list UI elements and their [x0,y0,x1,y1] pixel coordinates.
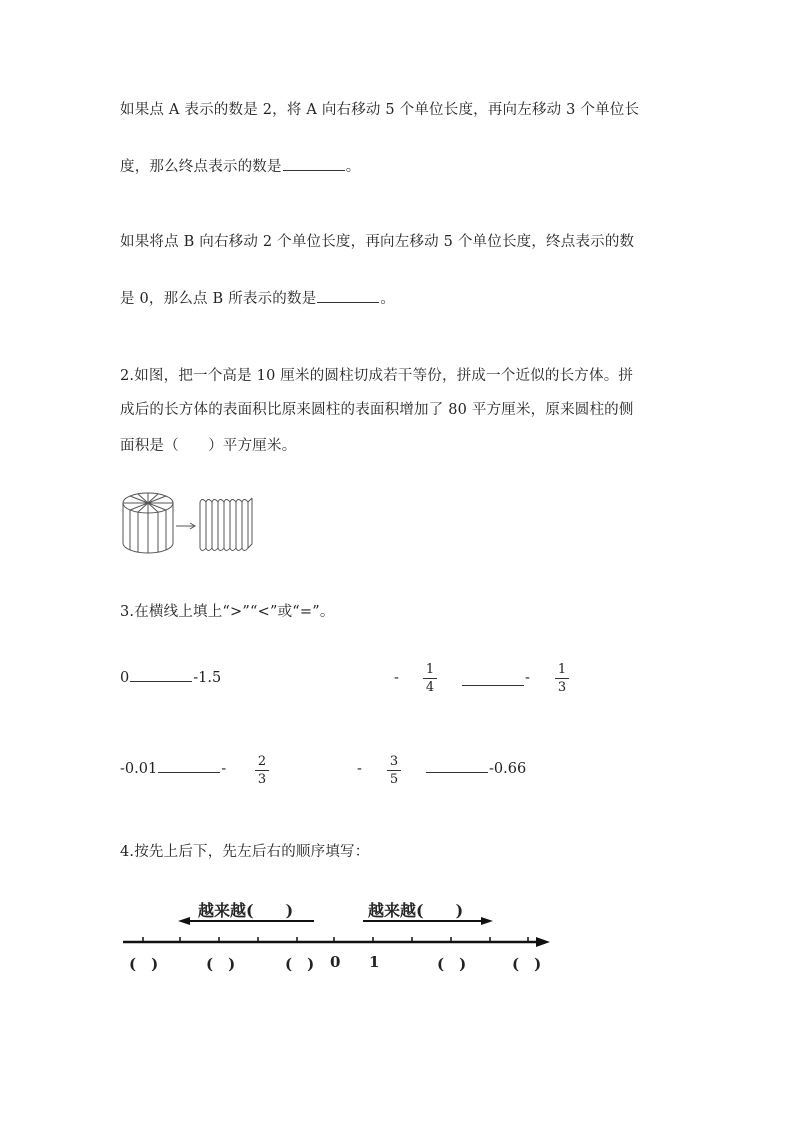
answer-paren[interactable]: ( ) [206,955,236,973]
fraction-denominator: 5 [389,772,399,787]
fraction-numerator: 2 [257,754,267,769]
number-line [118,915,558,955]
minus-sign: - [394,670,399,686]
minus-sign: - [357,761,362,777]
fraction [555,662,569,695]
fraction-bar [387,770,401,771]
axis-arrowhead [536,937,550,947]
q3-c-left: -0.01 [120,761,158,777]
answer-blank[interactable] [283,169,345,171]
q1-paragraph1-line2 [120,155,360,176]
q1-p1-text: 度，那么终点表示的数是 [120,159,282,175]
fraction [387,754,401,787]
right-arrow-label: 越来越( ) [368,901,464,920]
label-one: 1 [369,953,380,971]
minus-sign: - [525,670,530,686]
fraction-numerator: 1 [557,662,567,677]
answer-paren[interactable]: ( ) [129,955,159,973]
answer-paren[interactable]: ( ) [285,955,315,973]
q1-p2-text: 是 0，那么点 B 所表示的数是 [120,291,317,307]
q1-paragraph2-line1: 如果将点 B 向右移动 2 个单位长度，再向左移动 5 个单位长度，终点表示的数 [120,234,635,250]
q3-a-right: -1.5 [193,670,222,686]
q3-title: 3.在横线上填上“>”“<”或“=”。 [120,604,335,620]
q3-item-c [120,761,226,777]
answer-paren[interactable]: ( ) [437,955,467,973]
q3-item-a [120,670,221,686]
left-arrowhead [178,917,190,925]
q1-p2-end: 。 [380,291,396,307]
fraction [423,662,437,695]
minus-sign: - [221,761,227,777]
q2-line1: 2.如图，把一个高是 10 厘米的圆柱切成若干等份，拼成一个近似的长方体。拼 [120,368,634,384]
answer-paren[interactable]: ( ) [512,955,542,973]
fraction-denominator: 4 [425,680,435,695]
fraction-bar [555,678,569,679]
answer-blank[interactable] [317,301,379,303]
q2-line3: 面积是（ ）平方厘米。 [120,438,297,454]
q4-title: 4.按先上后下，先左后右的顺序填写： [120,844,370,860]
q3-item-d [425,761,526,777]
left-arrow-label: 越来越( ) [198,901,294,920]
fraction-numerator: 1 [425,662,435,677]
label-zero: 0 [330,953,341,971]
cylinder-to-cuboid-figure [118,488,278,558]
q1-paragraph2-line2 [120,287,395,308]
fraction-bar [255,770,269,771]
fraction-bar [423,678,437,679]
right-arrowhead [481,917,493,925]
fraction [255,754,269,787]
fraction-numerator: 3 [389,754,399,769]
fraction-denominator: 3 [557,680,567,695]
answer-blank[interactable] [462,684,524,686]
q3-a-left: 0 [120,670,130,686]
fraction-denominator: 3 [257,772,267,787]
answer-blank[interactable] [130,680,192,682]
answer-blank[interactable] [426,771,488,773]
answer-blank[interactable] [158,771,220,773]
q2-line2: 成后的长方体的表面积比原来圆柱的表面积增加了 80 平方厘米，原来圆柱的侧 [120,402,634,418]
q1-paragraph1-line1: 如果点 A 表示的数是 2，将 A 向右移动 5 个单位长度，再向左移动 3 个单位长 [120,102,640,118]
q3-d-right: -0.66 [489,761,527,777]
q1-p1-end: 。 [345,159,361,175]
